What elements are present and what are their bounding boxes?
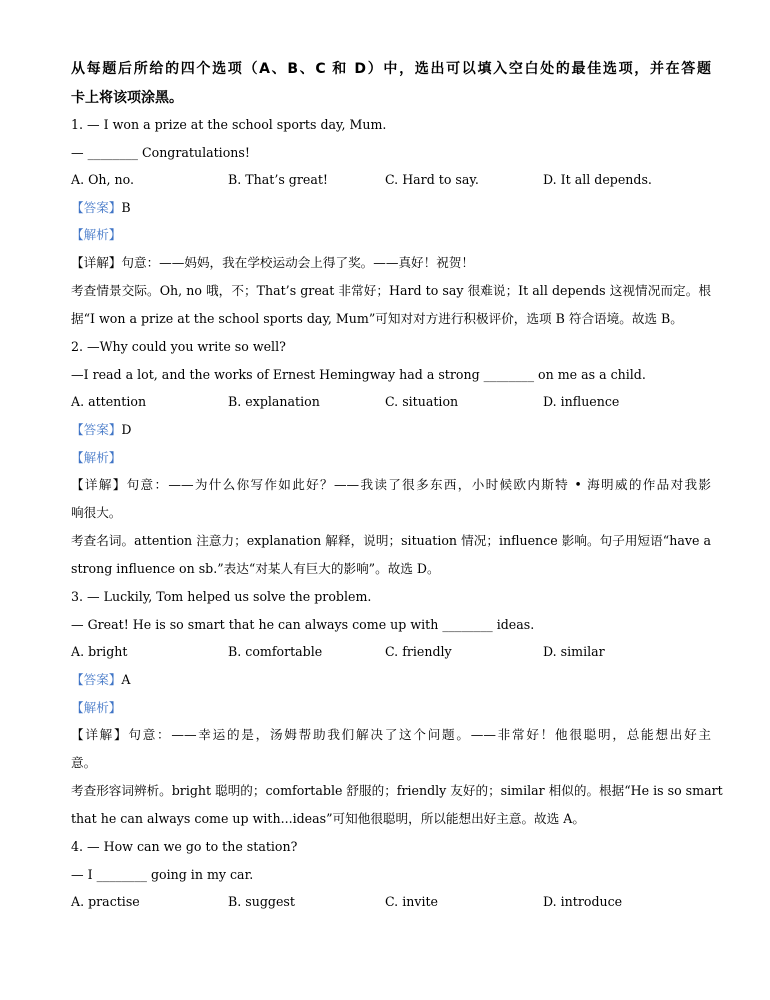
question-4-option-d: D. introduce — [543, 894, 623, 909]
question-1-option-b: B. That’s great! — [228, 172, 328, 187]
question-1-options — [71, 172, 711, 188]
question-3-option-d: D. similar — [543, 644, 605, 659]
question-2-exam-line-2: strong influence on sb.”表达“对某人有巨大的影响”。故选 D。 — [71, 561, 440, 576]
question-1-prompt: 1. — I won a prize at the school sports day, Mum. — [71, 117, 387, 132]
answer-label: 【答案】 — [71, 672, 122, 687]
answer-label: 【答案】 — [71, 200, 122, 215]
question-3-answer — [71, 672, 711, 688]
question-4-options — [71, 894, 711, 910]
question-2-prompt: 2. —Why could you write so well? — [71, 339, 286, 354]
question-3-exam-line-2: that he can always come up with...ideas”可知他很聪明，所以能想出好主意。故选 A。 — [71, 811, 585, 826]
question-3-option-b: B. comfortable — [228, 644, 323, 659]
question-3-reply: — Great! He is so smart that he can always come up with ________ ideas. — [71, 617, 535, 632]
question-3-exam-line-1: 考查形容词辨析。bright 聪明的；comfortable 舒服的；friendly 友好的；similar 相似的。根据“He is so smart — [71, 783, 723, 798]
answer-value: B — [121, 200, 131, 215]
question-1-option-a: A. Oh, no. — [71, 172, 135, 187]
question-3-option-a: A. bright — [71, 644, 128, 659]
question-4-option-b: B. suggest — [228, 894, 295, 909]
question-3-prompt: 3. — Luckily, Tom helped us solve the problem. — [71, 589, 372, 604]
answer-value: D — [121, 422, 132, 437]
question-1-option-c: C. Hard to say. — [385, 172, 479, 187]
question-1-option-d: D. It all depends. — [543, 172, 652, 187]
question-1-exam-line-2: 据“I won a prize at the school sports day, Mum”可知对对方进行积极评价，选项 B 符合语境。故选 B。 — [71, 311, 683, 326]
question-1-analysis-label: 【解析】 — [71, 227, 122, 242]
question-2-detail-line-2: 响很大。 — [71, 505, 122, 520]
question-1-answer — [71, 200, 711, 216]
question-3-option-c: C. friendly — [385, 644, 452, 659]
question-2-option-d: D. influence — [543, 394, 620, 409]
question-2-options — [71, 394, 711, 410]
question-2-option-b: B. explanation — [228, 394, 320, 409]
question-4-option-c: C. invite — [385, 894, 438, 909]
question-4-prompt: 4. — How can we go to the station? — [71, 839, 298, 854]
question-2-reply: —I read a lot, and the works of Ernest Hemingway had a strong ________ on me as a child. — [71, 367, 646, 382]
question-3-detail-line-1: 【详解】句意：——幸运的是，汤姆帮助我们解决了这个问题。——非常好！他很聪明，总能想出好主 — [71, 727, 711, 742]
answer-value: A — [121, 672, 131, 687]
question-1-reply: — ________ Congratulations! — [71, 145, 250, 160]
instructions-line-2: 卡上将该项涂黑。 — [71, 90, 183, 106]
question-2-option-c: C. situation — [385, 394, 459, 409]
question-3-options — [71, 644, 711, 660]
question-1-exam-line-1: 考查情景交际。Oh, no 哦，不；That’s great 非常好；Hard to say 很难说；It all depends 这视情况而定。根 — [71, 283, 711, 298]
question-2-option-a: A. attention — [71, 394, 147, 409]
question-3-analysis-label: 【解析】 — [71, 700, 122, 715]
question-2-analysis-label: 【解析】 — [71, 450, 122, 465]
question-3-detail-line-2: 意。 — [71, 755, 97, 770]
answer-label: 【答案】 — [71, 422, 122, 437]
question-2-detail-line-1: 【详解】句意：——为什么你写作如此好？——我读了很多东西，小时候欧内斯特 • 海明威的作品对我影 — [71, 477, 711, 492]
instructions-line-1: 从每题后所给的四个选项（A、B、C 和 D）中，选出可以填入空白处的最佳选项，并在答题 — [71, 61, 711, 77]
question-2-exam-line-1: 考查名词。attention 注意力；explanation 解释，说明；situation 情况；influence 影响。句子用短语“have a — [71, 533, 711, 548]
question-4-option-a: A. practise — [71, 894, 140, 909]
question-1-detail-line-1: 【详解】句意：——妈妈，我在学校运动会上得了奖。——真好！祝贺！ — [71, 255, 474, 270]
question-2-answer — [71, 422, 711, 438]
question-4-reply: — I ________ going in my car. — [71, 867, 254, 882]
